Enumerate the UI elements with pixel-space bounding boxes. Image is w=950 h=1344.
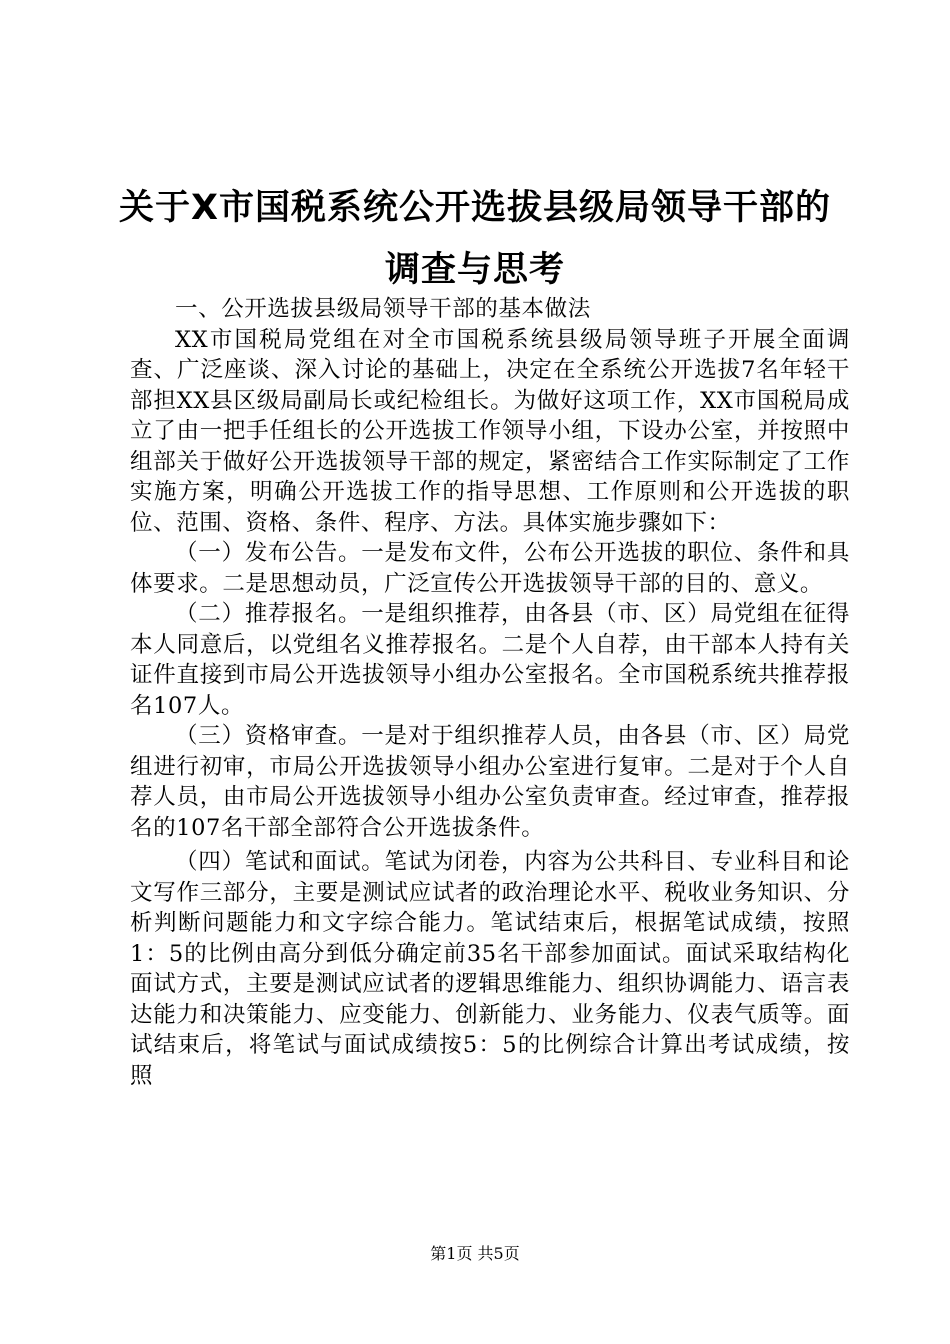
- paragraph-step-2: （二）推荐报名。一是组织推荐，由各县（市、区）局党组在征得本人同意后，以党组名义推荐报名。二是个人自荐，由干部本人持有关证件直接到市局公开选拔领导小组办公室报名。全市国税系统共推荐报名107人。: [130, 601, 850, 719]
- document-body: [130, 294, 850, 1091]
- paragraph-step-3: （三）资格审查。一是对于组织推荐人员，由各县（市、区）局党组进行初审，市局公开选拔领导小组办公室进行复审。二是对于个人自荐人员，由市局公开选拔领导小组办公室负责审查。经过审查，推荐报名的107名干部全部符合公开选拔条件。: [130, 723, 850, 841]
- section-heading: 一、公开选拔县级局领导干部的基本做法: [175, 296, 591, 322]
- document-title-line-2: 调查与思考: [384, 250, 565, 290]
- paragraph-intro: XX市国税局党组在对全市国税系统县级局领导班子开展全面调查、广泛座谈、深入讨论的基础上，决定在全系统公开选拔7名年轻干部担XX县区级局副局长或纪检组长。为做好这项工作，XX市国税局成立了由一把手任组长的公开选拔工作领导小组，下设办公室，并按照中组部关于做好公开选拔领导干部的规定，紧密结合工作实际制定了工作实施方案，明确公开选拔工作的指导思想、工作原则和公开选拔的职位、范围、资格、条件、程序、方法。具体实施步骤如下：: [130, 326, 850, 536]
- paragraph-step-1: （一）发布公告。一是发布文件，公布公开选拔的职位、条件和具体要求。二是思想动员，广泛宣传公开选拔领导干部的目的、意义。: [130, 540, 850, 597]
- page-footer: 第1页 共5页: [430, 1244, 520, 1263]
- document-title-line-1: 关于X市国税系统公开选拔县级局领导干部的: [119, 188, 831, 228]
- paragraph-step-4: （四）笔试和面试。笔试为闭卷，内容为公共科目、专业科目和论文写作三部分，主要是测试应试者的政治理论水平、税收业务知识、分析判断问题能力和文字综合能力。笔试结束后，根据笔试成绩，按照1：5的比例由高分到低分确定前35名干部参加面试。面试采取结构化面试方式，主要是测试应试者的逻辑思维能力、组织协调能力、语言表达能力和决策能力、应变能力、创新能力、业务能力、仪表气质等。面试结束后，将笔试与面试成绩按5：5的比例综合计算出考试成绩，按照: [130, 849, 850, 1089]
